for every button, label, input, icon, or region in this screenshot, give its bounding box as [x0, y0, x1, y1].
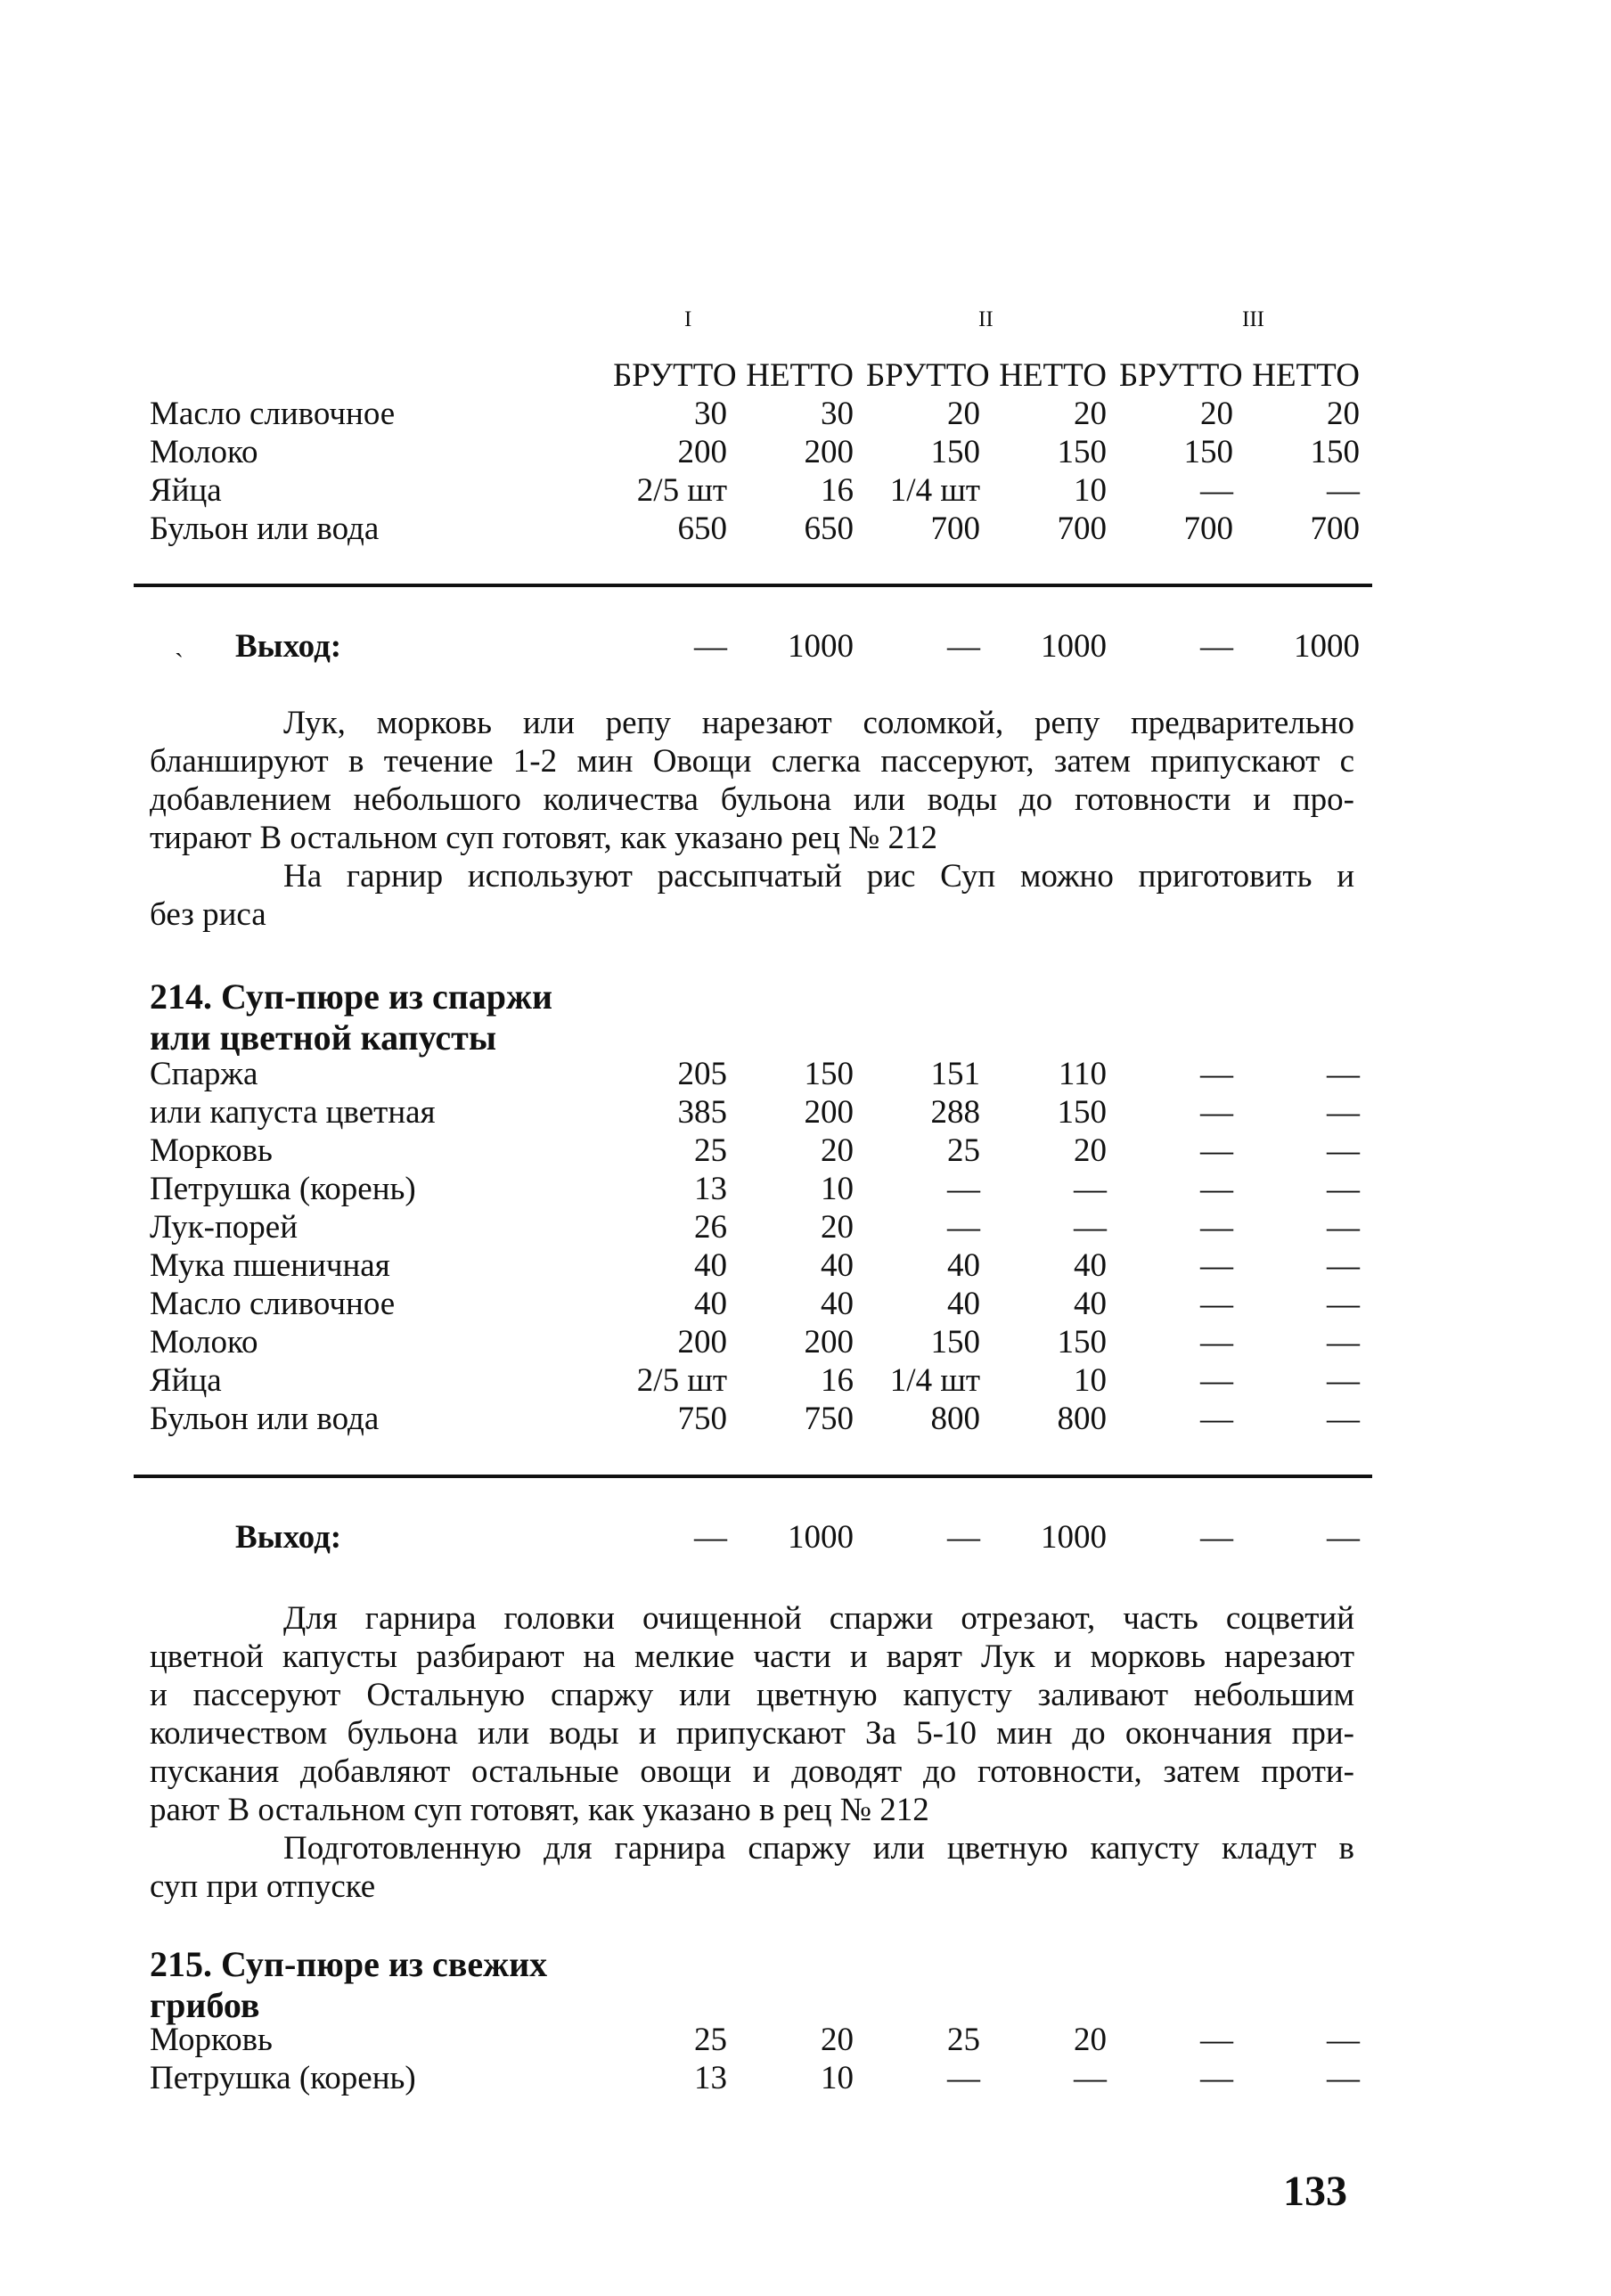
amount: 151	[930, 1056, 980, 1092]
ingredient-row	[150, 1361, 1372, 1400]
ingredient-name: Морковь	[150, 1132, 273, 1169]
ingredient-name: Молоко	[150, 434, 258, 470]
yield-value: —	[947, 628, 980, 665]
amount: 13	[694, 1171, 727, 1207]
amount: 385	[677, 1094, 727, 1131]
column-header-row	[150, 356, 1372, 395]
amount: —	[1200, 1209, 1233, 1246]
yield-value: 1000	[1294, 628, 1360, 665]
amount: —	[1327, 1094, 1360, 1131]
amount: 16	[821, 1362, 854, 1399]
margin-mark: ˎ	[175, 628, 184, 658]
ingredient-row	[150, 1400, 1372, 1438]
amount: 200	[677, 1324, 727, 1360]
ingredient-row	[150, 2021, 1372, 2059]
group-header-i: I	[684, 307, 692, 331]
amount: —	[1327, 1209, 1360, 1246]
amount: —	[1200, 1401, 1233, 1437]
text-line: количеством бульона или воды и припускают За 5-10 мин до окончания при-	[150, 1715, 1354, 1752]
column-header: НЕТТО	[746, 357, 854, 394]
title-line: грибов	[150, 1985, 260, 2025]
ingredient-name: Лук-порей	[150, 1209, 298, 1246]
ingredient-row	[150, 395, 1372, 433]
amount: 10	[821, 1171, 854, 1207]
table-rule	[134, 584, 1372, 587]
amount: 650	[804, 511, 854, 547]
amount: 150	[1183, 434, 1233, 470]
amount: 20	[1200, 396, 1233, 432]
ingredient-row	[150, 1132, 1372, 1170]
ingredient-name: или капуста цветная	[150, 1094, 436, 1131]
amount: 200	[804, 434, 854, 470]
amount: 40	[947, 1286, 980, 1322]
amount: 150	[1310, 434, 1360, 470]
amount: 40	[694, 1247, 727, 1284]
amount: 30	[821, 396, 854, 432]
recipe-215-table	[150, 2021, 1372, 2097]
amount: 20	[1327, 396, 1360, 432]
ingredient-name: Яйца	[150, 472, 222, 509]
recipe-214-yield	[150, 1518, 1372, 1557]
amount: 150	[1057, 434, 1107, 470]
amount: 800	[930, 1401, 980, 1437]
ingredient-row	[150, 1055, 1372, 1093]
amount: 16	[821, 472, 854, 509]
yield-label: Выход:	[235, 628, 342, 665]
yield-value: 1000	[788, 1519, 854, 1556]
text-line: Лук, морковь или репу нарезают соломкой, репу предварительно	[283, 705, 1354, 741]
ingredient-row	[150, 1246, 1372, 1285]
text-line: пускания добавляют остальные овощи и доводят до готовности, затем проти-	[150, 1753, 1354, 1790]
amount: 205	[677, 1056, 727, 1092]
amount: 20	[947, 396, 980, 432]
amount: 110	[1058, 1056, 1107, 1092]
yield-value: 1000	[1041, 628, 1107, 665]
text-line: На гарнир используют рассыпчатый рис Суп можно приготовить и	[283, 858, 1354, 895]
amount: 40	[947, 1247, 980, 1284]
text-line: рают В остальном суп готовят, как указано в рец № 212	[150, 1792, 929, 1828]
yield-value: —	[1200, 628, 1233, 665]
amount: 150	[930, 434, 980, 470]
amount: 800	[1057, 1401, 1107, 1437]
amount: —	[947, 2060, 980, 2096]
yield-value: 1000	[788, 628, 854, 665]
yield-row	[150, 1518, 1372, 1557]
amount: —	[1200, 1324, 1233, 1360]
ingredient-row	[150, 433, 1372, 471]
amount: 20	[821, 1132, 854, 1169]
page-number: 133	[1283, 2168, 1347, 2215]
amount: —	[1327, 2022, 1360, 2058]
amount: 30	[694, 396, 727, 432]
amount: 700	[1310, 511, 1360, 547]
amount: —	[1327, 1324, 1360, 1360]
yield-row	[150, 627, 1372, 666]
text-line: суп при отпуске	[150, 1868, 376, 1905]
amount: 20	[1074, 2022, 1107, 2058]
column-header: НЕТТО	[1252, 357, 1360, 394]
ingredient-name: Спаржа	[150, 1056, 258, 1092]
amount: —	[1074, 1171, 1107, 1207]
amount: 700	[1183, 511, 1233, 547]
ingredient-name: Масло сливочное	[150, 396, 396, 432]
text-line: бланшируют в течение 1-2 мин Овощи слегка пассеруют, затем припускают с	[150, 743, 1354, 780]
amount: 10	[1074, 472, 1107, 509]
amount: —	[1327, 1401, 1360, 1437]
ingredient-name: Яйца	[150, 1362, 222, 1399]
column-header: БРУТТО	[866, 357, 990, 394]
text-line: без риса	[150, 896, 266, 933]
amount: —	[1200, 1171, 1233, 1207]
ingredient-name: Петрушка (корень)	[150, 1171, 416, 1207]
amount: —	[1200, 1247, 1233, 1284]
text-line: добавлением небольшого количества бульона или воды до готовности и про-	[150, 781, 1354, 818]
text-line: Подготовленную для гарнира спаржу или цветную капусту кладут в	[283, 1830, 1354, 1867]
ingredient-name: Молоко	[150, 1324, 258, 1360]
ingredient-name: Масло сливочное	[150, 1286, 396, 1322]
amount: 25	[694, 2022, 727, 2058]
recipe-213-yield	[150, 627, 1372, 666]
amount: —	[1200, 1132, 1233, 1169]
amount: —	[1200, 1094, 1233, 1131]
amount: 2/5 шт	[636, 472, 727, 509]
text-line: цветной капусты разбирают на мелкие части и варят Лук и морковь нарезают	[150, 1638, 1354, 1675]
yield-value: —	[694, 628, 727, 665]
column-header: БРУТТО	[613, 357, 737, 394]
ingredient-row	[150, 1285, 1372, 1323]
amount: 25	[947, 2022, 980, 2058]
amount: 2/5 шт	[636, 1362, 727, 1399]
recipe-214-title	[150, 976, 552, 1058]
amount: —	[1200, 472, 1233, 509]
column-header: БРУТТО	[1119, 357, 1243, 394]
amount: 40	[694, 1286, 727, 1322]
ingredient-name: Бульон или вода	[150, 1401, 380, 1437]
amount: 750	[677, 1401, 727, 1437]
amount: 20	[1074, 1132, 1107, 1169]
amount: 200	[804, 1094, 854, 1131]
amount: —	[1327, 1286, 1360, 1322]
amount: 288	[930, 1094, 980, 1131]
amount: 10	[821, 2060, 854, 2096]
amount: 1/4 шт	[889, 472, 980, 509]
ingredient-row	[150, 471, 1372, 510]
recipe-213-instructions	[150, 704, 1354, 934]
amount: —	[947, 1171, 980, 1207]
yield-value: —	[1327, 1519, 1360, 1556]
amount: 150	[930, 1324, 980, 1360]
recipe-215-title	[150, 1944, 547, 2026]
amount: 20	[821, 2022, 854, 2058]
ingredient-row	[150, 2059, 1372, 2097]
recipe-213-table	[150, 356, 1372, 548]
ingredient-row	[150, 1170, 1372, 1208]
amount: —	[1074, 2060, 1107, 2096]
amount: —	[1200, 1362, 1233, 1399]
amount: 20	[821, 1209, 854, 1246]
amount: —	[1327, 1056, 1360, 1092]
amount: —	[1200, 2060, 1233, 2096]
group-header-iii: III	[1242, 307, 1264, 331]
amount: —	[1200, 2022, 1233, 2058]
yield-label: Выход:	[235, 1519, 342, 1556]
amount: 150	[804, 1056, 854, 1092]
amount: —	[1327, 472, 1360, 509]
text-line: Для гарнира головки очищенной спаржи отрезают, часть соцветий	[283, 1600, 1354, 1637]
amount: 26	[694, 1209, 727, 1246]
title-line: 214. Суп-пюре из спаржи	[150, 976, 553, 1017]
amount: 750	[804, 1401, 854, 1437]
ingredient-row	[150, 1323, 1372, 1361]
amount: 20	[1074, 396, 1107, 432]
title-line: или цветной капусты	[150, 1017, 497, 1058]
yield-value: 1000	[1041, 1519, 1107, 1556]
yield-value: —	[947, 1519, 980, 1556]
title-line: 215. Суп-пюре из свежих	[150, 1944, 548, 1984]
amount: 40	[1074, 1247, 1107, 1284]
amount: 700	[1057, 511, 1107, 547]
ingredient-row	[150, 1208, 1372, 1246]
yield-value: —	[694, 1519, 727, 1556]
yield-value: —	[1200, 1519, 1233, 1556]
amount: 25	[694, 1132, 727, 1169]
amount: 40	[821, 1247, 854, 1284]
ingredient-name: Петрушка (корень)	[150, 2060, 416, 2096]
amount: —	[1327, 1247, 1360, 1284]
ingredient-name: Мука пшеничная	[150, 1247, 390, 1284]
amount: 40	[1074, 1286, 1107, 1322]
column-header: НЕТТО	[999, 357, 1107, 394]
table-rule	[134, 1475, 1372, 1478]
ingredient-name: Морковь	[150, 2022, 273, 2058]
text-line: и пассеруют Остальную спаржу или цветную капусту заливают небольшим	[150, 1677, 1354, 1713]
ingredient-name: Бульон или вода	[150, 511, 380, 547]
amount: 700	[930, 511, 980, 547]
amount: 200	[804, 1324, 854, 1360]
group-header-ii: II	[978, 307, 994, 331]
amount: —	[1327, 2060, 1360, 2096]
amount: 200	[677, 434, 727, 470]
amount: 25	[947, 1132, 980, 1169]
amount: 10	[1074, 1362, 1107, 1399]
amount: 1/4 шт	[889, 1362, 980, 1399]
recipe-214-instructions	[150, 1599, 1354, 1906]
amount: —	[1074, 1209, 1107, 1246]
amount: 13	[694, 2060, 727, 2096]
text-line: тирают В остальном суп готовят, как указано рец № 212	[150, 820, 938, 856]
amount: —	[1327, 1362, 1360, 1399]
amount: 150	[1057, 1324, 1107, 1360]
amount: 650	[677, 511, 727, 547]
amount: 40	[821, 1286, 854, 1322]
ingredient-row	[150, 510, 1372, 548]
amount: —	[1200, 1286, 1233, 1322]
amount: —	[1327, 1132, 1360, 1169]
amount: 150	[1057, 1094, 1107, 1131]
amount: —	[1200, 1056, 1233, 1092]
ingredient-row	[150, 1093, 1372, 1132]
amount: —	[1327, 1171, 1360, 1207]
amount: —	[947, 1209, 980, 1246]
recipe-214-table	[150, 1055, 1372, 1438]
